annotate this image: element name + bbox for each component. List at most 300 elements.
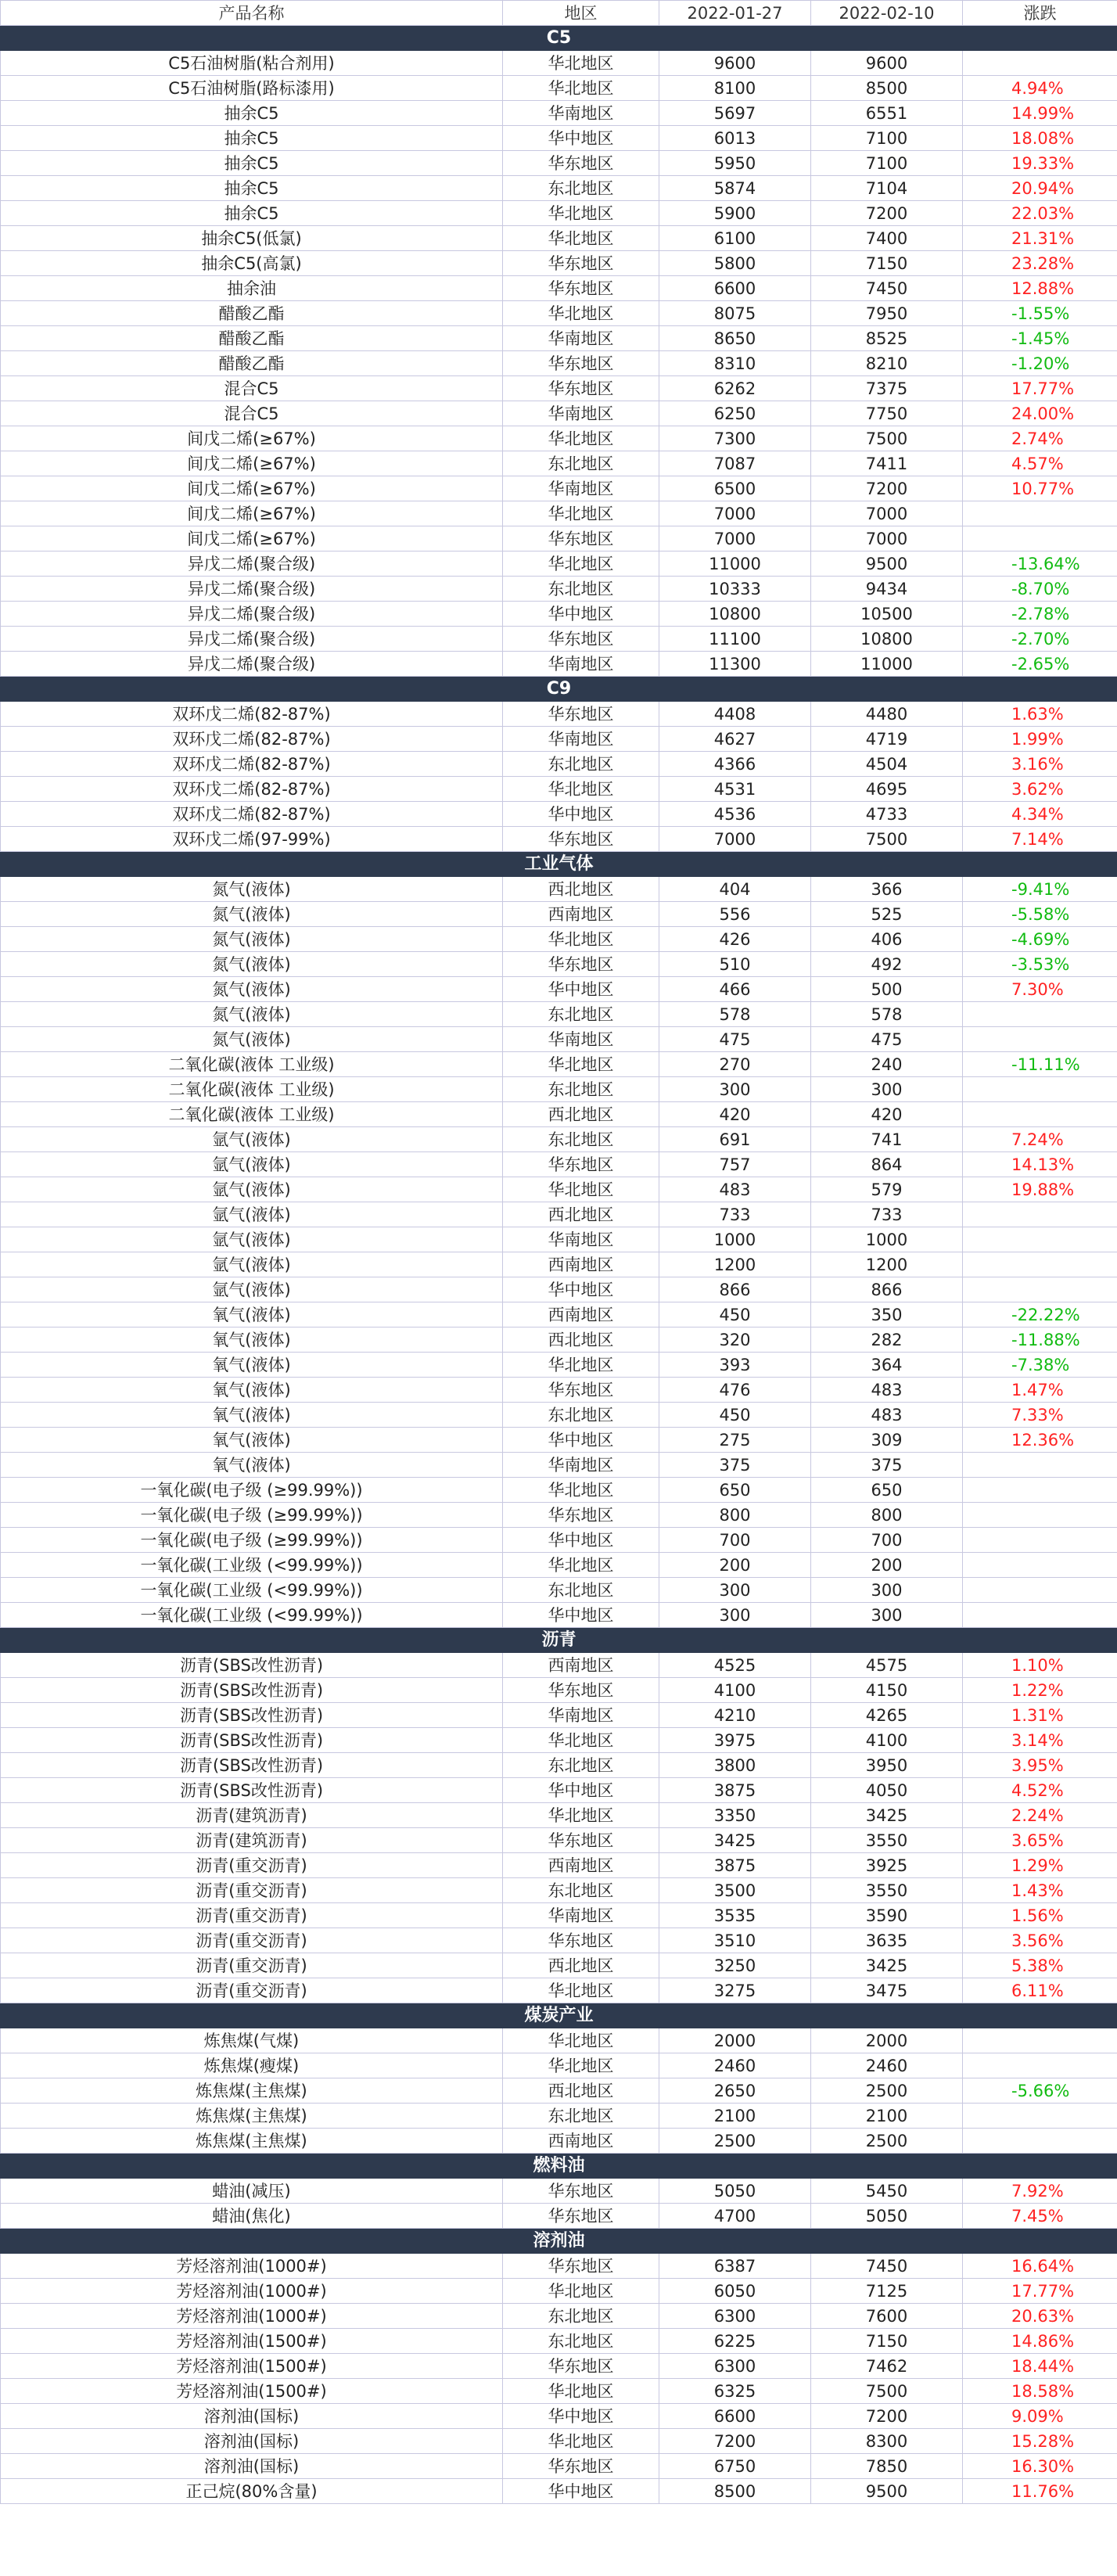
table-row: [1, 251, 1117, 276]
table-row: [1, 652, 1117, 677]
change-cell: 7.33%: [963, 1403, 1117, 1428]
table-row: [1, 301, 1117, 326]
table-row: [1, 1027, 1117, 1052]
price-date1-cell: 733: [659, 1202, 811, 1227]
product-name-cell: 氧气(液体): [1, 1353, 503, 1378]
product-name-cell: 沥青(SBS改性沥青): [1, 1778, 503, 1803]
product-name-cell: 异戊二烯(聚合级): [1, 627, 503, 652]
region-cell: 华东地区: [503, 276, 659, 301]
price-date1-cell: 4408: [659, 702, 811, 727]
header-region: 地区: [503, 1, 659, 26]
price-date1-cell: 2650: [659, 2078, 811, 2104]
table-row: [1, 1753, 1117, 1778]
region-cell: 华中地区: [503, 2404, 659, 2429]
price-date2-cell: 7100: [811, 151, 963, 176]
table-row: [1, 1728, 1117, 1753]
region-cell: 华东地区: [503, 1928, 659, 1953]
table-row: [1, 326, 1117, 351]
change-cell: 3.65%: [963, 1828, 1117, 1853]
change-cell: 2.24%: [963, 1803, 1117, 1828]
table-row: [1, 176, 1117, 201]
change-cell: -2.65%: [963, 652, 1117, 677]
region-cell: 华南地区: [503, 326, 659, 351]
section-title: 溶剂油: [1, 2229, 1117, 2254]
region-cell: 华中地区: [503, 1528, 659, 1553]
price-date2-cell: 7200: [811, 2404, 963, 2429]
price-date2-cell: 864: [811, 1152, 963, 1177]
table-row: [1, 2179, 1117, 2204]
region-cell: 华北地区: [503, 301, 659, 326]
change-cell: 22.03%: [963, 201, 1117, 226]
price-date1-cell: 404: [659, 877, 811, 902]
price-date1-cell: 4627: [659, 727, 811, 752]
product-name-cell: 芳烃溶剂油(1500#): [1, 2379, 503, 2404]
table-row: [1, 1953, 1117, 1978]
price-date2-cell: 2500: [811, 2078, 963, 2104]
change-cell: 1.22%: [963, 1678, 1117, 1703]
price-date2-cell: 7125: [811, 2279, 963, 2304]
table-row: [1, 627, 1117, 652]
region-cell: 华东地区: [503, 1828, 659, 1853]
change-cell: 7.14%: [963, 827, 1117, 852]
region-cell: 华中地区: [503, 1603, 659, 1628]
price-date2-cell: 7500: [811, 2379, 963, 2404]
product-name-cell: 氮气(液体): [1, 977, 503, 1002]
change-cell: [963, 501, 1117, 526]
change-cell: 19.33%: [963, 151, 1117, 176]
price-date1-cell: 3275: [659, 1978, 811, 2003]
section-title: C9: [1, 677, 1117, 702]
change-cell: -11.88%: [963, 1328, 1117, 1353]
price-date2-cell: 9434: [811, 577, 963, 602]
price-date1-cell: 6100: [659, 226, 811, 251]
table-row: [1, 1553, 1117, 1578]
price-date1-cell: 450: [659, 1403, 811, 1428]
price-date2-cell: 7500: [811, 426, 963, 451]
price-date1-cell: 7200: [659, 2429, 811, 2454]
table-row: [1, 1403, 1117, 1428]
price-date1-cell: 6600: [659, 2404, 811, 2429]
price-date2-cell: 366: [811, 877, 963, 902]
change-cell: -9.41%: [963, 877, 1117, 902]
price-date1-cell: 7087: [659, 451, 811, 476]
price-date2-cell: 1200: [811, 1252, 963, 1277]
product-name-cell: 沥青(重交沥青): [1, 1878, 503, 1903]
price-date1-cell: 5950: [659, 151, 811, 176]
product-name-cell: 氮气(液体): [1, 927, 503, 952]
change-cell: 1.56%: [963, 1903, 1117, 1928]
section-title: 燃料油: [1, 2154, 1117, 2179]
price-date1-cell: 3535: [659, 1903, 811, 1928]
region-cell: 华南地区: [503, 401, 659, 426]
price-date1-cell: 650: [659, 1478, 811, 1503]
product-name-cell: 抽余C5(高氯): [1, 251, 503, 276]
region-cell: 华北地区: [503, 201, 659, 226]
table-row: [1, 1353, 1117, 1378]
table-row: [1, 276, 1117, 301]
price-date1-cell: 3425: [659, 1828, 811, 1853]
price-date2-cell: 4480: [811, 702, 963, 727]
price-date2-cell: 3550: [811, 1828, 963, 1853]
change-cell: 18.44%: [963, 2354, 1117, 2379]
section-header: [1, 2003, 1117, 2028]
region-cell: 华东地区: [503, 251, 659, 276]
price-date2-cell: 3590: [811, 1903, 963, 1928]
price-date1-cell: 420: [659, 1102, 811, 1127]
region-cell: 东北地区: [503, 2304, 659, 2329]
product-name-cell: 芳烃溶剂油(1000#): [1, 2279, 503, 2304]
change-cell: 18.08%: [963, 126, 1117, 151]
price-date1-cell: 1000: [659, 1227, 811, 1252]
product-name-cell: 氧气(液体): [1, 1328, 503, 1353]
region-cell: 西北地区: [503, 1202, 659, 1227]
price-date2-cell: 8525: [811, 326, 963, 351]
table-row: [1, 1503, 1117, 1528]
region-cell: 西南地区: [503, 2129, 659, 2154]
change-cell: -1.45%: [963, 326, 1117, 351]
price-date2-cell: 578: [811, 1002, 963, 1027]
price-date2-cell: 7400: [811, 226, 963, 251]
section-header: [1, 26, 1117, 51]
price-date2-cell: 3550: [811, 1878, 963, 1903]
price-date2-cell: 7150: [811, 251, 963, 276]
change-cell: 9.09%: [963, 2404, 1117, 2429]
price-date2-cell: 500: [811, 977, 963, 1002]
table-row: [1, 1853, 1117, 1878]
change-cell: 7.24%: [963, 1127, 1117, 1152]
change-cell: 1.99%: [963, 727, 1117, 752]
product-name-cell: 氩气(液体): [1, 1227, 503, 1252]
section-header: [1, 2229, 1117, 2254]
region-cell: 华北地区: [503, 76, 659, 101]
table-row: [1, 76, 1117, 101]
price-date1-cell: 300: [659, 1077, 811, 1102]
product-name-cell: 氮气(液体): [1, 877, 503, 902]
table-row: [1, 752, 1117, 777]
region-cell: 华东地区: [503, 151, 659, 176]
price-date2-cell: 240: [811, 1052, 963, 1077]
table-row: [1, 2104, 1117, 2129]
price-date2-cell: 7500: [811, 827, 963, 852]
table-row: [1, 1653, 1117, 1678]
section-header: [1, 852, 1117, 877]
region-cell: 华中地区: [503, 602, 659, 627]
change-cell: [963, 526, 1117, 551]
product-name-cell: 醋酸乙酯: [1, 351, 503, 376]
region-cell: 华南地区: [503, 1903, 659, 1928]
product-name-cell: C5石油树脂(粘合剂用): [1, 51, 503, 76]
price-date2-cell: 8300: [811, 2429, 963, 2454]
header-change: 涨跌: [963, 1, 1117, 26]
change-cell: 12.36%: [963, 1428, 1117, 1453]
price-date2-cell: 8500: [811, 76, 963, 101]
price-date1-cell: 10800: [659, 602, 811, 627]
change-cell: -2.78%: [963, 602, 1117, 627]
product-name-cell: 氩气(液体): [1, 1127, 503, 1152]
product-name-cell: 一氧化碳(工业级 (<99.99%)): [1, 1553, 503, 1578]
price-date2-cell: 300: [811, 1077, 963, 1102]
price-date1-cell: 426: [659, 927, 811, 952]
region-cell: 华南地区: [503, 1027, 659, 1052]
change-cell: [963, 1077, 1117, 1102]
change-cell: 3.95%: [963, 1753, 1117, 1778]
price-date2-cell: 4575: [811, 1653, 963, 1678]
product-name-cell: 沥青(重交沥青): [1, 1953, 503, 1978]
price-date2-cell: 2000: [811, 2028, 963, 2053]
table-row: [1, 1678, 1117, 1703]
region-cell: 华南地区: [503, 1227, 659, 1252]
change-cell: 17.77%: [963, 2279, 1117, 2304]
price-date1-cell: 8650: [659, 326, 811, 351]
price-date2-cell: 7850: [811, 2454, 963, 2479]
product-name-cell: 氧气(液体): [1, 1378, 503, 1403]
table-row: [1, 702, 1117, 727]
price-date1-cell: 866: [659, 1277, 811, 1302]
region-cell: 华北地区: [503, 1978, 659, 2003]
change-cell: 18.58%: [963, 2379, 1117, 2404]
product-name-cell: 抽余C5: [1, 126, 503, 151]
price-date1-cell: 11300: [659, 652, 811, 677]
region-cell: 华北地区: [503, 2379, 659, 2404]
change-cell: 3.62%: [963, 777, 1117, 802]
price-date1-cell: 300: [659, 1578, 811, 1603]
product-name-cell: 炼焦煤(主焦煤): [1, 2129, 503, 2154]
price-date2-cell: 4265: [811, 1703, 963, 1728]
region-cell: 东北地区: [503, 1077, 659, 1102]
change-cell: 20.94%: [963, 176, 1117, 201]
table-row: [1, 1453, 1117, 1478]
change-cell: 19.88%: [963, 1177, 1117, 1202]
product-name-cell: 正己烷(80%含量): [1, 2479, 503, 2504]
region-cell: 东北地区: [503, 1878, 659, 1903]
product-name-cell: 二氧化碳(液体 工业级): [1, 1077, 503, 1102]
change-cell: 12.88%: [963, 276, 1117, 301]
region-cell: 华东地区: [503, 2254, 659, 2279]
region-cell: 西北地区: [503, 1953, 659, 1978]
change-cell: [963, 1277, 1117, 1302]
table-row: [1, 1177, 1117, 1202]
region-cell: 华南地区: [503, 727, 659, 752]
change-cell: [963, 1528, 1117, 1553]
table-row: [1, 1478, 1117, 1503]
table-row: [1, 51, 1117, 76]
price-date2-cell: 350: [811, 1302, 963, 1328]
product-name-cell: 蜡油(焦化): [1, 2204, 503, 2229]
price-date1-cell: 483: [659, 1177, 811, 1202]
table-row: [1, 501, 1117, 526]
product-name-cell: 混合C5: [1, 401, 503, 426]
change-cell: 24.00%: [963, 401, 1117, 426]
price-date1-cell: 10333: [659, 577, 811, 602]
price-date2-cell: 650: [811, 1478, 963, 1503]
table-row: [1, 902, 1117, 927]
region-cell: 华东地区: [503, 376, 659, 401]
table-row: [1, 2028, 1117, 2053]
product-name-cell: 芳烃溶剂油(1000#): [1, 2304, 503, 2329]
region-cell: 西南地区: [503, 1853, 659, 1878]
price-date1-cell: 300: [659, 1603, 811, 1628]
price-date2-cell: 364: [811, 1353, 963, 1378]
price-date1-cell: 6750: [659, 2454, 811, 2479]
price-date1-cell: 8500: [659, 2479, 811, 2504]
price-date2-cell: 8210: [811, 351, 963, 376]
product-name-cell: 抽余油: [1, 276, 503, 301]
price-date2-cell: 7150: [811, 2329, 963, 2354]
product-name-cell: 沥青(SBS改性沥青): [1, 1728, 503, 1753]
change-cell: 21.31%: [963, 226, 1117, 251]
change-cell: [963, 1578, 1117, 1603]
price-date2-cell: 741: [811, 1127, 963, 1152]
region-cell: 华北地区: [503, 226, 659, 251]
price-date1-cell: 3875: [659, 1853, 811, 1878]
region-cell: 华北地区: [503, 927, 659, 952]
table-row: [1, 151, 1117, 176]
table-row: [1, 1703, 1117, 1728]
product-name-cell: 氮气(液体): [1, 1002, 503, 1027]
price-date1-cell: 6262: [659, 376, 811, 401]
region-cell: 华东地区: [503, 2454, 659, 2479]
change-cell: -5.58%: [963, 902, 1117, 927]
table-row: [1, 1152, 1117, 1177]
table-row: [1, 1903, 1117, 1928]
price-date1-cell: 4700: [659, 2204, 811, 2229]
change-cell: -7.38%: [963, 1353, 1117, 1378]
change-cell: [963, 1603, 1117, 1628]
product-name-cell: 异戊二烯(聚合级): [1, 551, 503, 577]
change-cell: [963, 1453, 1117, 1478]
change-cell: [963, 1227, 1117, 1252]
region-cell: 东北地区: [503, 2104, 659, 2129]
price-date1-cell: 375: [659, 1453, 811, 1478]
region-cell: 华南地区: [503, 476, 659, 501]
price-date1-cell: 4531: [659, 777, 811, 802]
change-cell: [963, 1478, 1117, 1503]
region-cell: 华北地区: [503, 2279, 659, 2304]
product-name-cell: 氩气(液体): [1, 1252, 503, 1277]
price-date1-cell: 6387: [659, 2254, 811, 2279]
region-cell: 华北地区: [503, 777, 659, 802]
header-date-2: 2022-02-10: [811, 1, 963, 26]
change-cell: [963, 1102, 1117, 1127]
product-name-cell: 沥青(重交沥青): [1, 1928, 503, 1953]
price-date2-cell: 10800: [811, 627, 963, 652]
price-date2-cell: 9500: [811, 551, 963, 577]
region-cell: 华东地区: [503, 1678, 659, 1703]
price-date1-cell: 6325: [659, 2379, 811, 2404]
region-cell: 华东地区: [503, 1503, 659, 1528]
change-cell: 3.16%: [963, 752, 1117, 777]
region-cell: 华东地区: [503, 2179, 659, 2204]
price-date2-cell: 3425: [811, 1953, 963, 1978]
change-cell: [963, 2053, 1117, 2078]
change-cell: 7.92%: [963, 2179, 1117, 2204]
price-date2-cell: 475: [811, 1027, 963, 1052]
table-row: [1, 1252, 1117, 1277]
region-cell: 华北地区: [503, 501, 659, 526]
table-row: [1, 2354, 1117, 2379]
table-row: [1, 1778, 1117, 1803]
price-date1-cell: 3975: [659, 1728, 811, 1753]
table-row: [1, 827, 1117, 852]
price-date1-cell: 7000: [659, 501, 811, 526]
price-date2-cell: 4150: [811, 1678, 963, 1703]
region-cell: 华北地区: [503, 51, 659, 76]
change-cell: [963, 1553, 1117, 1578]
table-row: [1, 2254, 1117, 2279]
region-cell: 华东地区: [503, 2204, 659, 2229]
product-name-cell: 氧气(液体): [1, 1453, 503, 1478]
table-row: [1, 602, 1117, 627]
product-name-cell: 氧气(液体): [1, 1428, 503, 1453]
product-name-cell: 沥青(SBS改性沥青): [1, 1703, 503, 1728]
price-date1-cell: 8075: [659, 301, 811, 326]
price-date1-cell: 5050: [659, 2179, 811, 2204]
change-cell: 1.31%: [963, 1703, 1117, 1728]
price-date1-cell: 6225: [659, 2329, 811, 2354]
region-cell: 华南地区: [503, 1703, 659, 1728]
table-row: [1, 1227, 1117, 1252]
region-cell: 西南地区: [503, 1252, 659, 1277]
price-date1-cell: 510: [659, 952, 811, 977]
region-cell: 华南地区: [503, 652, 659, 677]
region-cell: 华中地区: [503, 977, 659, 1002]
table-body: [1, 26, 1117, 2504]
price-date1-cell: 4536: [659, 802, 811, 827]
price-date1-cell: 11100: [659, 627, 811, 652]
price-date2-cell: 375: [811, 1453, 963, 1478]
change-cell: 23.28%: [963, 251, 1117, 276]
table-row: [1, 1328, 1117, 1353]
region-cell: 东北地区: [503, 451, 659, 476]
change-cell: 15.28%: [963, 2429, 1117, 2454]
product-name-cell: 炼焦煤(气煤): [1, 2028, 503, 2053]
product-name-cell: 一氧化碳(电子级 (≥99.99%)): [1, 1478, 503, 1503]
price-date1-cell: 8100: [659, 76, 811, 101]
product-name-cell: 双环戊二烯(97-99%): [1, 827, 503, 852]
region-cell: 华北地区: [503, 1553, 659, 1578]
product-name-cell: 氮气(液体): [1, 902, 503, 927]
region-cell: 华中地区: [503, 1778, 659, 1803]
product-name-cell: 间戊二烯(≥67%): [1, 476, 503, 501]
product-name-cell: 醋酸乙酯: [1, 301, 503, 326]
table-row: [1, 1127, 1117, 1152]
price-date2-cell: 7411: [811, 451, 963, 476]
price-date2-cell: 7450: [811, 276, 963, 301]
product-name-cell: 沥青(重交沥青): [1, 1978, 503, 2003]
region-cell: 东北地区: [503, 1578, 659, 1603]
change-cell: 5.38%: [963, 1953, 1117, 1978]
price-date1-cell: 556: [659, 902, 811, 927]
change-cell: -5.66%: [963, 2078, 1117, 2104]
price-date2-cell: 7100: [811, 126, 963, 151]
change-cell: -11.11%: [963, 1052, 1117, 1077]
change-cell: [963, 1027, 1117, 1052]
price-date2-cell: 483: [811, 1403, 963, 1428]
section-title: C5: [1, 26, 1117, 51]
price-date1-cell: 5900: [659, 201, 811, 226]
table-row: [1, 2053, 1117, 2078]
change-cell: [963, 2028, 1117, 2053]
region-cell: 西北地区: [503, 877, 659, 902]
product-name-cell: 沥青(重交沥青): [1, 1853, 503, 1878]
price-date2-cell: 3925: [811, 1853, 963, 1878]
product-name-cell: 沥青(重交沥青): [1, 1903, 503, 1928]
price-date1-cell: 1200: [659, 1252, 811, 1277]
product-name-cell: 氩气(液体): [1, 1177, 503, 1202]
region-cell: 华北地区: [503, 1177, 659, 1202]
section-title: 煤炭产业: [1, 2003, 1117, 2028]
change-cell: -8.70%: [963, 577, 1117, 602]
